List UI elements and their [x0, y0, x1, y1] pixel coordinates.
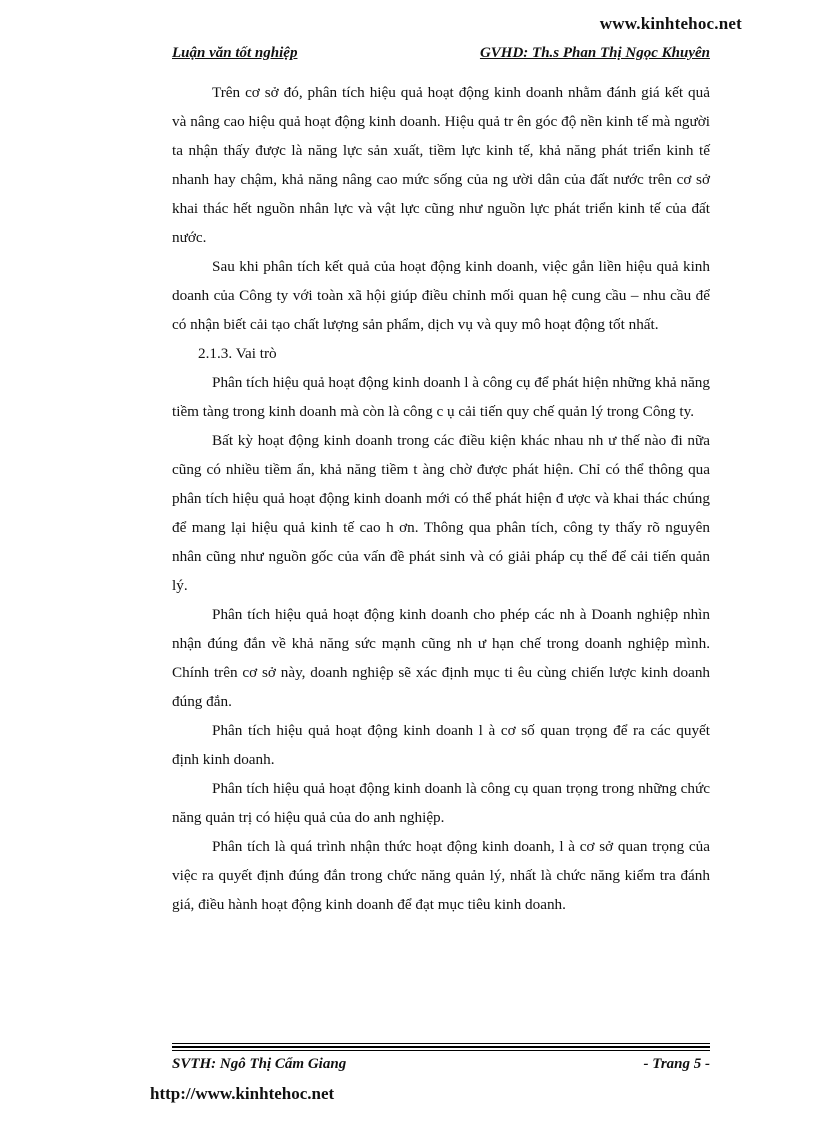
paragraph: Trên cơ sở đó, phân tích hiệu quả hoạt động kinh doanh nhằm đánh giá kết quả và nâng cao hiệu quả hoạt động kinh doanh. Hiệu quả tr ên góc độ nền kinh tế mà người ta nhận thấy được là năng lực sản xuất, tiềm lực kinh tế, khả năng phát triển kinh tế nhanh hay chậm, khả năng nâng cao mức sống của ng ười dân của đất nước trên cơ sở khai thác hết nguồn nhân lực và vật lực cũng như nguồn lực phát triển kinh tế của đất nước.	[172, 84, 710, 246]
header-advisor: GVHD: Th.s Phan Thị Ngọc Khuyên	[479, 45, 710, 61]
footer-page-number: - Trang 5 -	[643, 1056, 710, 1072]
page-header	[172, 41, 710, 63]
footer-student: SVTH: Ngô Thị Cẩm Giang	[172, 1056, 347, 1072]
paragraph: Phân tích hiệu quả hoạt động kinh doanh cho phép các nh à Doanh nghiệp nhìn nhận đúng đắn về khả năng sức mạnh cũng nh ư hạn chế trong doanh nghiệp mình. Chính trên cơ sở này, doanh nghiệp sẽ xác định mục ti êu cùng chiến lược kinh doanh đúng đắn.	[172, 606, 710, 710]
header-thesis-label: Luận văn tốt nghiệp	[172, 45, 298, 61]
paragraph: Phân tích hiệu quả hoạt động kinh doanh l à công cụ để phát hiện những khả năng tiềm tàng trong kinh doanh mà còn là công c ụ cải tiến quy chế quản lý trong Công ty.	[172, 374, 710, 420]
paragraph: Bất kỳ hoạt động kinh doanh trong các điều kiện khác nhau nh ư thế nào đi nữa cũng có nhiều tiềm ẩn, khả năng tiềm t àng chờ được phát hiện. Chỉ có thể thông qua phân tích hiệu quả hoạt động kinh doanh mới có thể phát hiện đ ược và khai thác chúng để mang lại hiệu quả kinh tế cao h ơn. Thông qua phân tích, công ty thấy rõ nguyên nhân cũng như nguồn gốc của vấn đề phát sinh và có giải pháp cụ thể để cải tiến quản lý.	[172, 432, 710, 594]
footer-divider	[172, 1050, 710, 1051]
footer-divider	[172, 1043, 710, 1044]
site-url-bottom[interactable]: http://www.kinhtehoc.net	[150, 1084, 335, 1103]
paragraph: Phân tích hiệu quả hoạt động kinh doanh là công cụ quan trọng trong những chức năng quản trị có hiệu quả của do anh nghiệp.	[172, 780, 710, 826]
section-heading: 2.1.3. Vai trò	[198, 345, 277, 362]
paragraph: Phân tích là quá trình nhận thức hoạt động kinh doanh, l à cơ sở quan trọng của việc ra quyết định đúng đắn trong chức năng quản lý, nhất là chức năng kiểm tra đánh giá, điều hành hoạt động kinh doanh để đạt mục tiêu kinh doanh.	[172, 838, 710, 913]
footer-divider	[172, 1046, 710, 1048]
page-body	[172, 78, 710, 919]
site-url-top: www.kinhtehoc.net	[599, 14, 742, 33]
paragraph: Sau khi phân tích kết quả của hoạt động kinh doanh, việc gắn liền hiệu quả kinh doanh của Công ty với toàn xã hội giúp điều chỉnh mối quan hệ cung cầu – nhu cầu để có nhận biết cải tạo chất lượng sản phẩm, dịch vụ và quy mô hoạt động tốt nhất.	[172, 258, 710, 333]
paragraph: Phân tích hiệu quả hoạt động kinh doanh l à cơ số quan trọng để ra các quyết định kinh doanh.	[172, 722, 710, 768]
